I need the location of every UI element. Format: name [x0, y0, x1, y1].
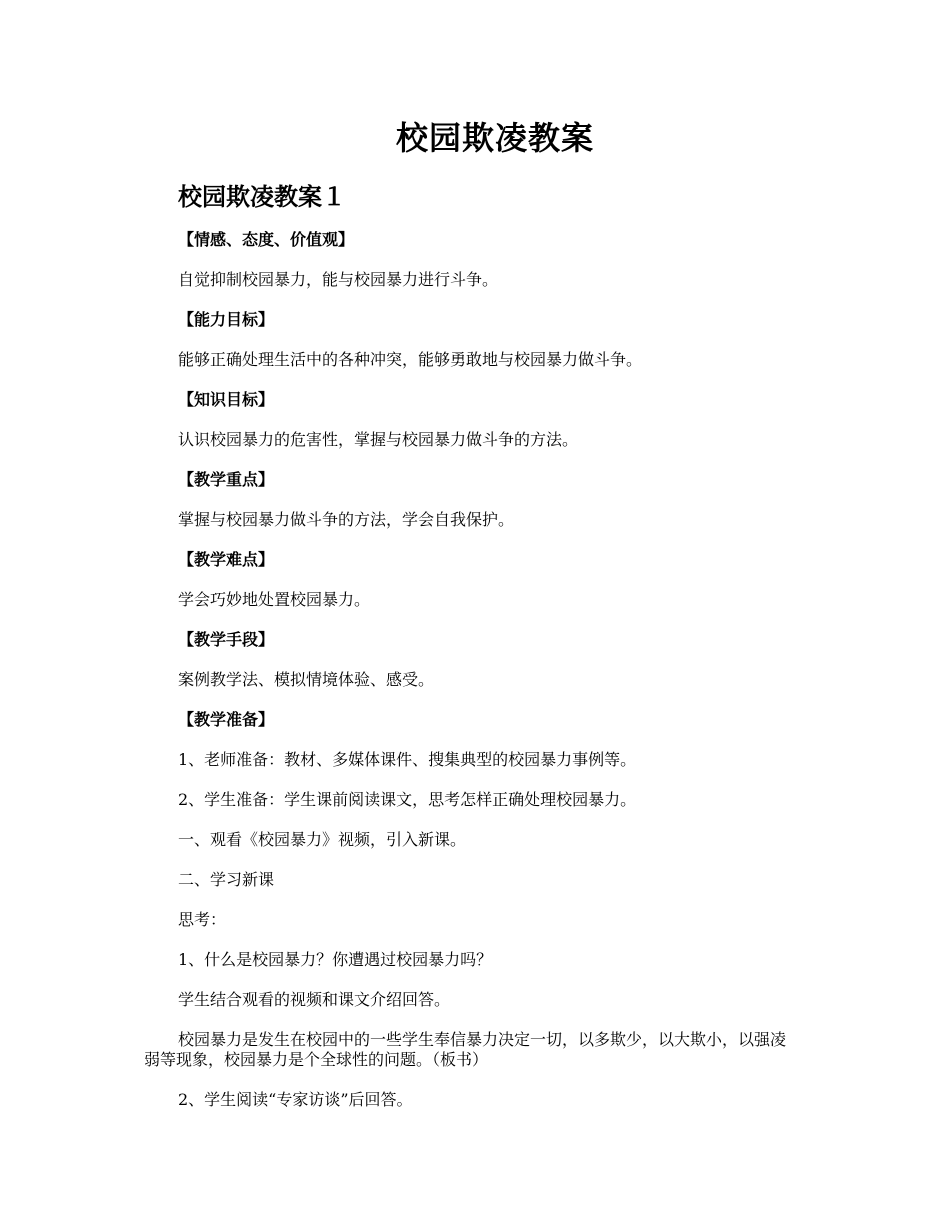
paragraph: 思考： — [178, 910, 227, 929]
paragraph: 案例教学法、模拟情境体验、感受。 — [178, 670, 435, 689]
paragraph: 校园暴力是发生在校园中的一些学生奉信暴力决定一切，以多欺少，以大欺小，以强凌弱等现象，校园暴力是个全球性的问题。（板书） — [144, 1030, 787, 1069]
paragraph: 二、学习新课 — [178, 870, 275, 889]
heading-knowledge-goals: 【知识目标】 — [178, 390, 275, 409]
paragraph: 认识校园暴力的危害性，掌握与校园暴力做斗争的方法。 — [178, 430, 579, 449]
heading-teaching-preparation: 【教学准备】 — [178, 710, 275, 729]
heading-values: 【情感、态度、价值观】 — [178, 230, 355, 249]
paragraph: 1、老师准备：教材、多媒体课件、搜集典型的校园暴力事例等。 — [178, 750, 637, 769]
paragraph: 2、学生准备：学生课前阅读课文，思考怎样正确处理校园暴力。 — [178, 790, 637, 809]
paragraph: 掌握与校园暴力做斗争的方法，学会自我保护。 — [178, 510, 515, 529]
paragraph: 能够正确处理生活中的各种冲突，能够勇敢地与校园暴力做斗争。 — [178, 350, 643, 369]
paragraph: 学会巧妙地处置校园暴力。 — [178, 590, 371, 609]
heading-teaching-difficulty: 【教学难点】 — [178, 550, 275, 569]
paragraph: 一、观看《校园暴力》视频，引入新课。 — [178, 830, 467, 849]
section-title: 校园欺凌教案１ — [178, 182, 346, 211]
paragraph: 1、什么是校园暴力？你遭遇过校园暴力吗？ — [178, 950, 493, 969]
heading-teaching-focus: 【教学重点】 — [178, 470, 275, 489]
paragraph: 学生结合观看的视频和课文介绍回答。 — [178, 990, 451, 1009]
document-body — [144, 230, 798, 1110]
heading-teaching-methods: 【教学手段】 — [178, 630, 275, 649]
paragraph: 2、学生阅读“专家访谈”后回答。 — [178, 1090, 413, 1109]
paragraph: 自觉抑制校园暴力，能与校园暴力进行斗争。 — [178, 270, 499, 289]
document-title: 校园欺凌教案 — [395, 119, 594, 157]
heading-ability-goals: 【能力目标】 — [178, 310, 275, 329]
